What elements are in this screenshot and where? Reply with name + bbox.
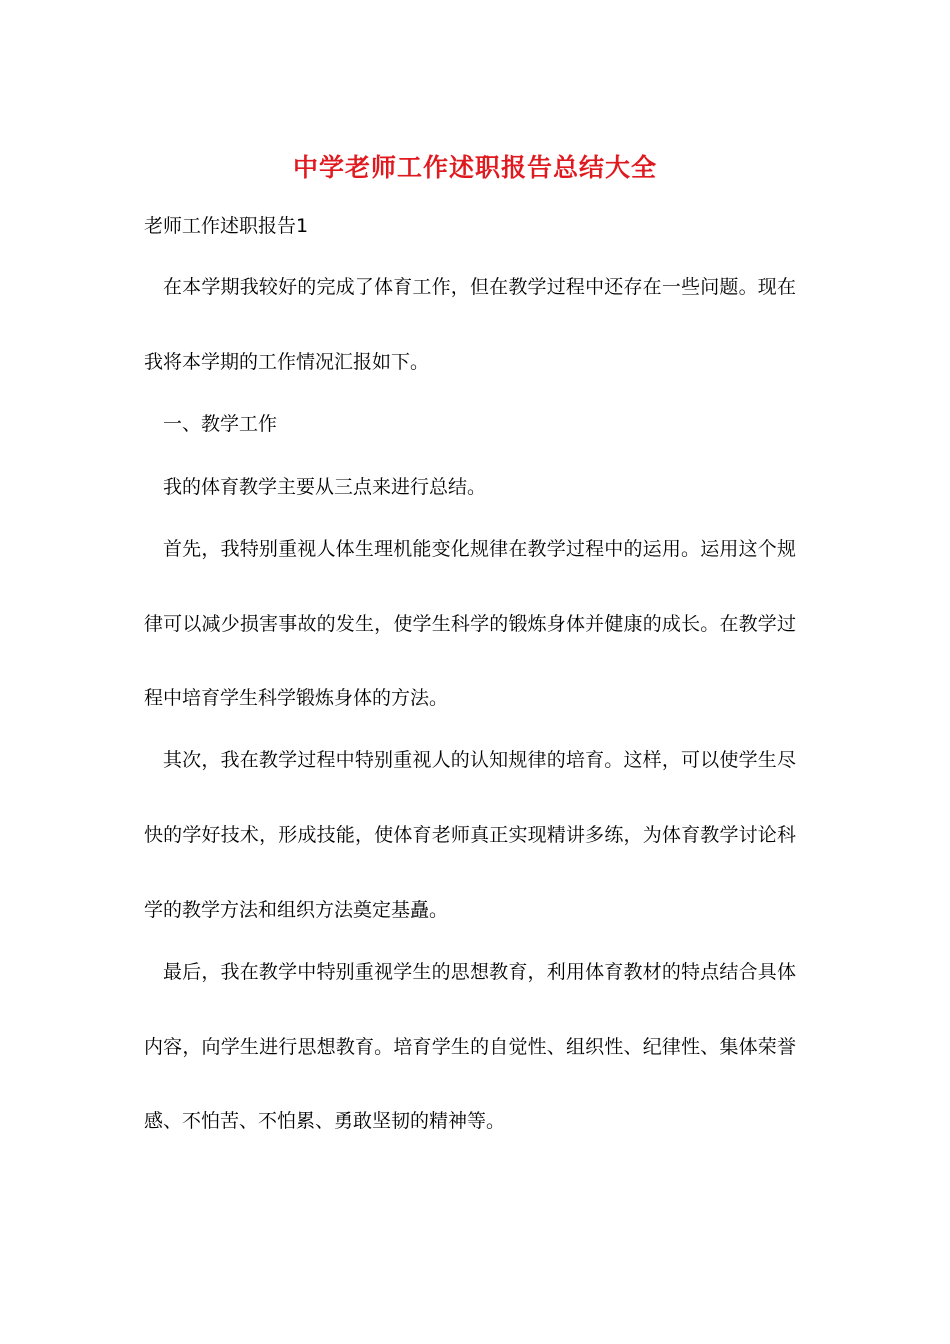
paragraph-line: 最后，我在教学中特别重视学生的思想教育，利用体育教材的特点结合具体 (163, 961, 796, 983)
paragraph-line: 我的体育教学主要从三点来进行总结。 (163, 476, 487, 498)
paragraph-line: 律可以减少损害事故的发生，使学生科学的锻炼身体并健康的成长。在教学过 (144, 613, 796, 635)
paragraph-line: 我将本学期的工作情况汇报如下。 (144, 351, 430, 373)
document-title: 中学老师工作述职报告总结大全 (292, 153, 657, 182)
section-subtitle: 老师工作述职报告1 (144, 215, 309, 237)
paragraph-line: 在本学期我较好的完成了体育工作，但在教学过程中还存在一些问题。现在 (163, 276, 796, 298)
paragraph-line: 快的学好技术，形成技能，使体育老师真正实现精讲多练，为体育教学讨论科 (144, 824, 796, 846)
paragraph-line: 学的教学方法和组织方法奠定基矗。 (144, 899, 449, 921)
section-heading: 一、教学工作 (163, 413, 278, 435)
paragraph-line: 首先，我特别重视人体生理机能变化规律在教学过程中的运用。运用这个规 (163, 538, 796, 560)
paragraph-line: 感、不怕苦、不怕累、勇敢坚韧的精神等。 (144, 1110, 506, 1132)
paragraph-line: 其次，我在教学过程中特别重视人的认知规律的培育。这样，可以使学生尽 (163, 749, 796, 771)
paragraph-line: 内容，向学生进行思想教育。培育学生的自觉性、组织性、纪律性、集体荣誉 (144, 1036, 796, 1058)
paragraph-line: 程中培育学生科学锻炼身体的方法。 (144, 687, 449, 709)
